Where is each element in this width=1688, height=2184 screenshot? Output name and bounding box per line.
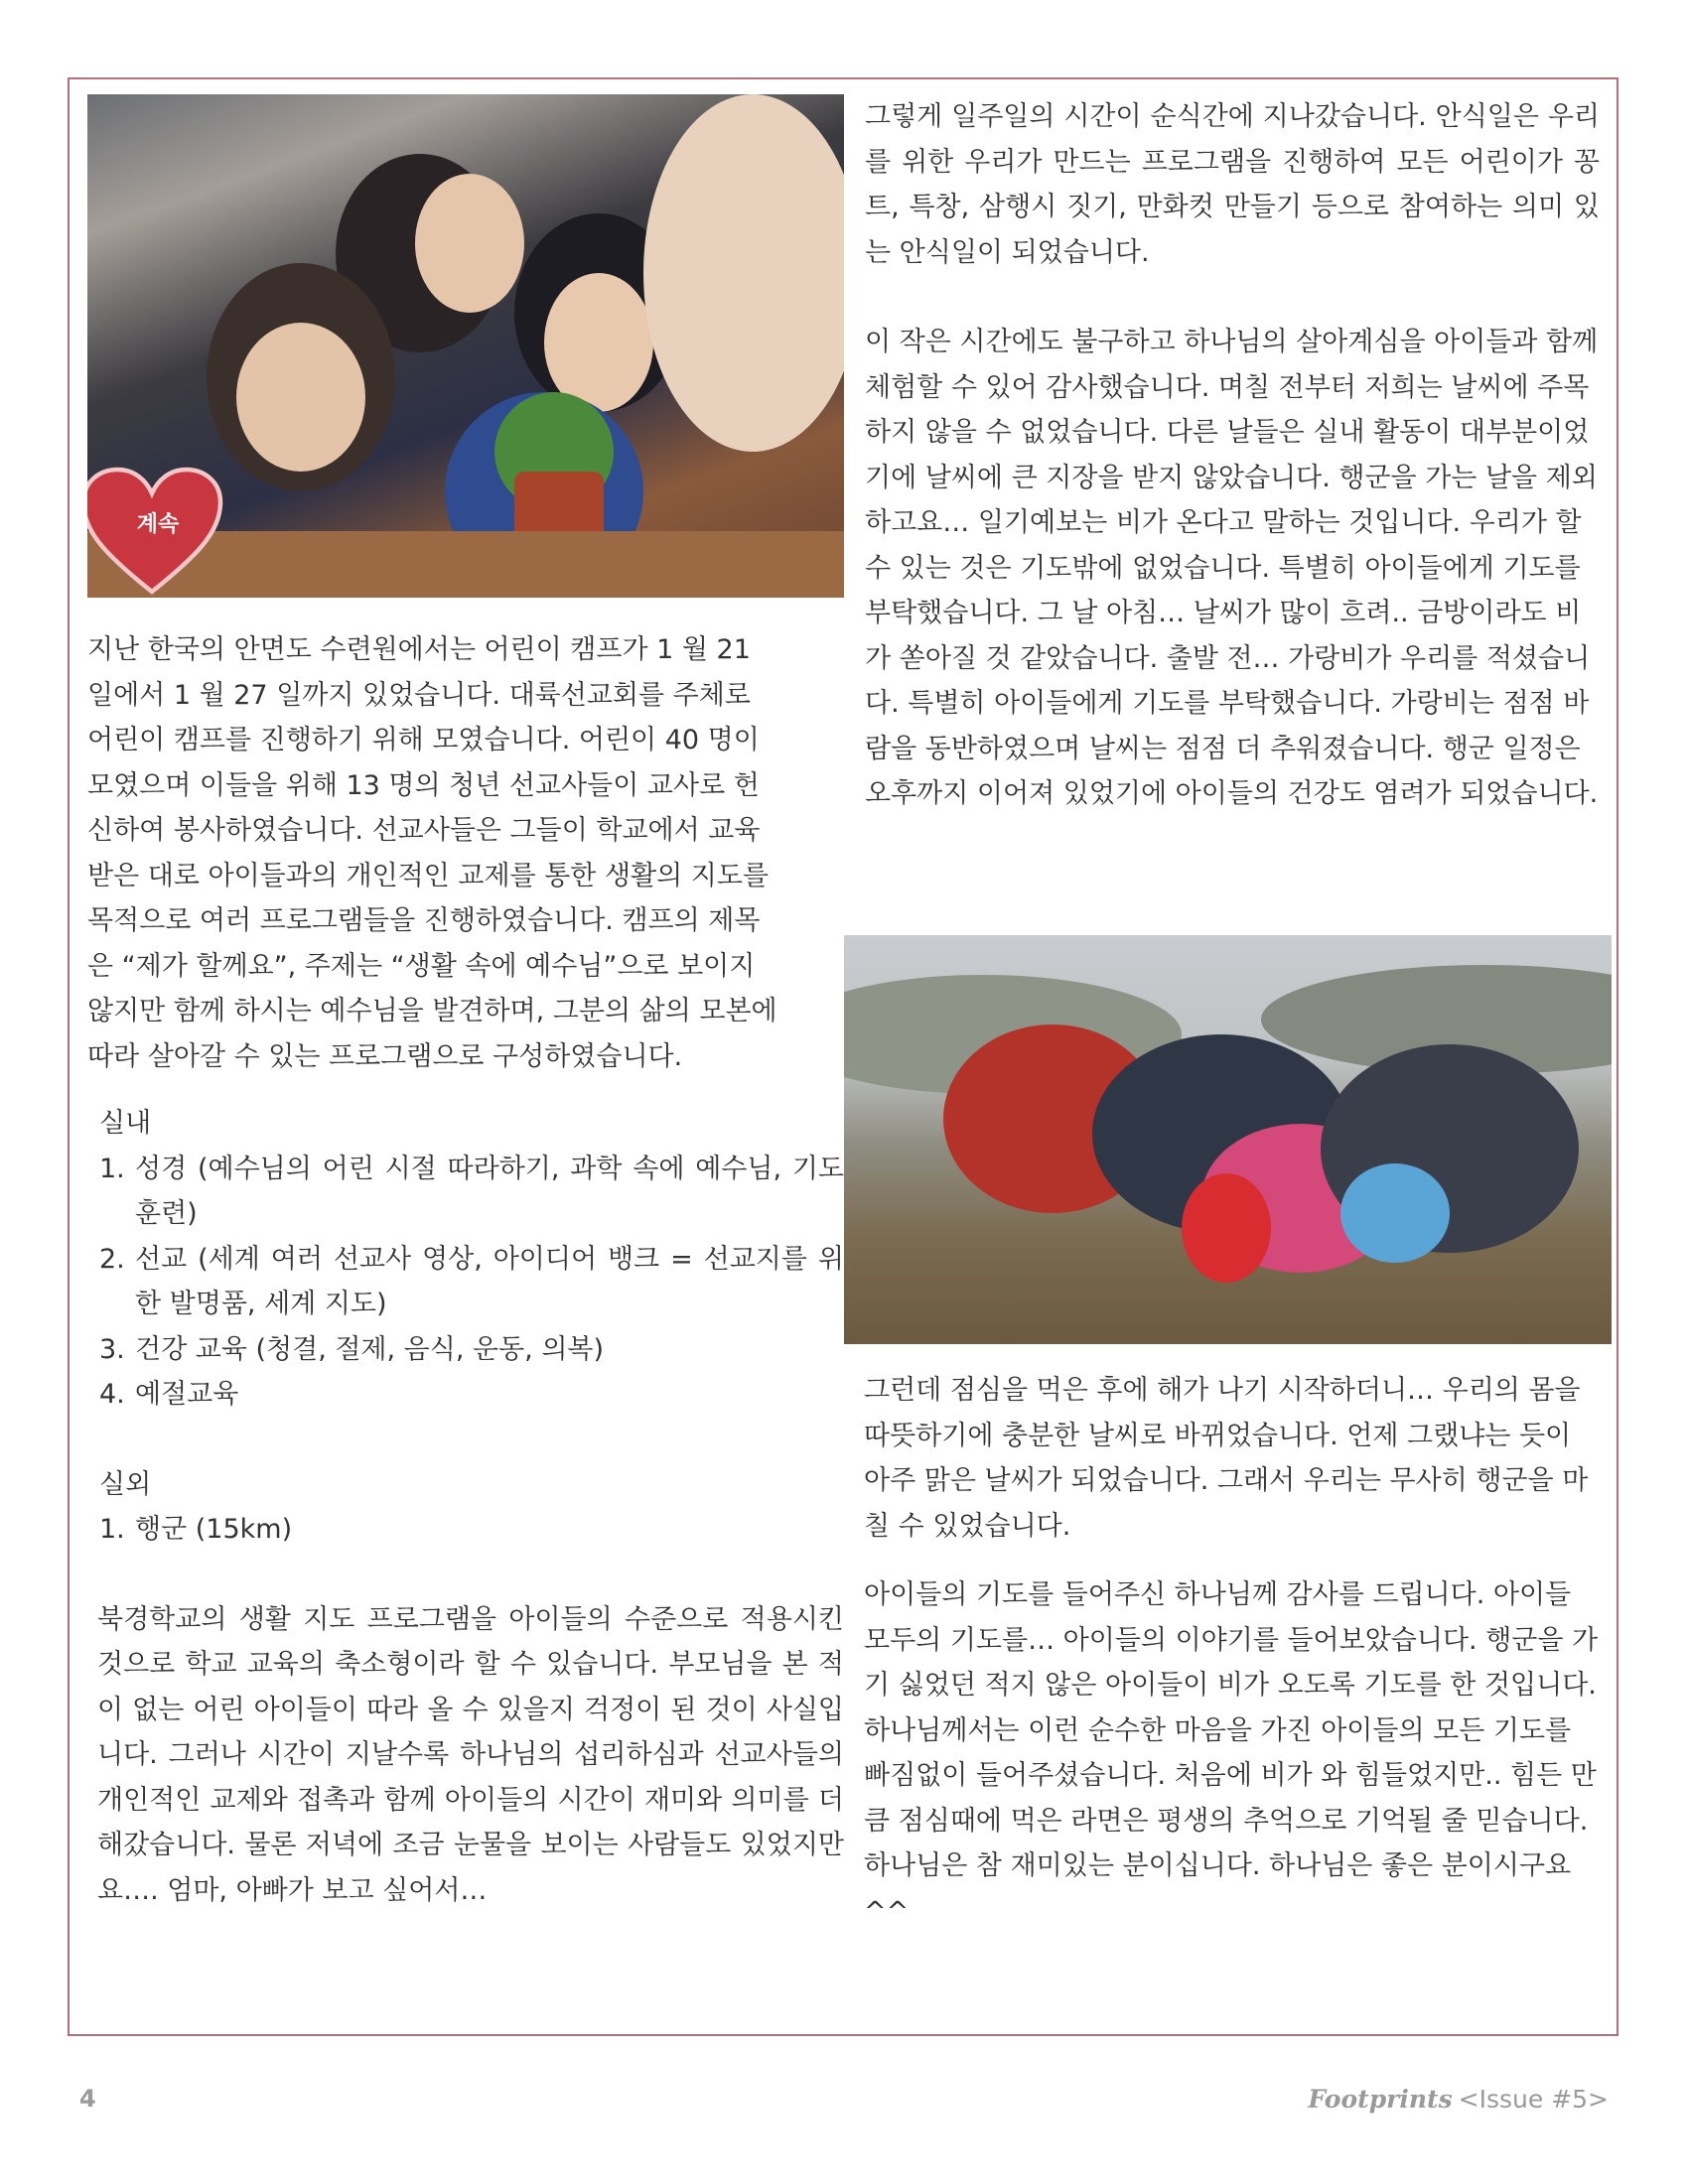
- list-item-text: 선교 (세계 여러 선교사 영상, 아이디어 뱅크 = 선교지를 위한 발명품, 세계 지도): [135, 1243, 844, 1319]
- paragraph-spacer: [864, 1549, 1599, 1572]
- heart-badge: [87, 464, 266, 598]
- photo-figure: [544, 273, 653, 412]
- photo-figure: [415, 174, 524, 313]
- indoor-heading: 실내: [99, 1108, 152, 1139]
- children-with-plant-photo: [87, 94, 844, 598]
- issue-label: <Issue #5>: [1458, 2085, 1609, 2114]
- list-item: [99, 1507, 844, 1553]
- page-number: 4: [79, 2085, 96, 2113]
- left-column: [87, 94, 844, 1913]
- thanks-paragraph: 아이들의 기도를 들어주신 하나님께 감사를 드립니다. 아이들 모두의 기도를… 아이들의 이야기를 들어보았습니다. 행군을 가기 싫었던 적지 않은 아이들이 비가 오도록 기도를 한 것입니다. 하나님께서는 이런 순수한 마음을 가진 아이들의 모든 기도를 빠짐없이 들어주셨습니다. 처음에 비가 와 힘들었지만.. 힘든 만큼 점심때에 먹은 라면은 평생의 추억으로 기억될 줄 믿습니다. 하나님은 참 재미있는 분이십니다. 하나님은 좋은 분이시구요^^: [864, 1579, 1599, 1927]
- list-item-number: 3.: [99, 1333, 125, 1365]
- newsletter-brand: Footprints: [1308, 2085, 1453, 2114]
- weather-paragraph: 이 작은 시간에도 불구하고 하나님의 살아계심을 아이들과 함께 체험할 수 있어 감사했습니다. 며칠 전부터 저희는 날씨에 주목하지 않을 수 없었습니다. 다른 날들은 실내 활동이 대부분이었기에 날씨에 큰 지장을 받지 않았습니다. 행군을 가는 날을 제외하고요… 일기예보는 비가 온다고 말하는 것입니다. 우리가 할 수 있는 것은 기도밖에 없었습니다. 특별히 아이들에게 기도를 부탁했습니다. 그 날 아침… 날씨가 많이 흐려.. 금방이라도 비가 쏟아질 것 같았습니다. 출발 전… 가랑비가 우리를 적셨습니다. 특별히 아이들에게 기도를 부탁했습니다. 가랑비는 점점 바람을 동반하였으며 날씨는 점점 더 추워졌습니다. 행군 일정은 오후까지 이어져 있었기에 아이들의 건강도 염려가 되었습니다.: [865, 327, 1599, 809]
- list-item-number: 1.: [99, 1514, 125, 1545]
- outdoor-list: [99, 1507, 844, 1553]
- list-item-text: 건강 교육 (청결, 절제, 음식, 운동, 의복): [135, 1333, 605, 1365]
- heart-label: 계속: [136, 512, 180, 537]
- section-spacer: [99, 1418, 844, 1462]
- indoor-section: [99, 1101, 844, 1553]
- closing-paragraph: 북경학교의 생활 지도 프로그램을 아이들의 수준으로 적용시킨 것으로 학교 교육의 축소형이라 할 수 있습니다. 부모님을 본 적이 없는 어린 아이들이 따라 올 수 있을지 걱정이 된 것이 사실입니다. 그러나 시간이 지날수록 하나님의 섭리하심과 선교사들의 개인적인 교제와 접촉과 함께 아이들의 시간이 재미와 의미를 더해갔습니다. 물론 저녁에 조금 눈물을 보이는 사람들도 있었지만요…. 엄마, 아빠가 보고 싶어서…: [97, 1603, 844, 1906]
- list-item-text: 행군 (15km): [135, 1514, 293, 1545]
- photo-group: [1182, 1173, 1271, 1283]
- sunshine-paragraph: 그런데 점심을 먹은 후에 해가 나기 시작하더니… 우리의 몸을 따뜻하기에 충분한 날씨로 바뀌었습니다. 언제 그랬냐는 듯이 아주 맑은 날씨가 되었습니다. 그래서 우리는 무사히 행군을 마칠 수 있었습니다.: [864, 1375, 1589, 1542]
- photo-figure: [236, 323, 365, 472]
- indoor-list: [99, 1147, 844, 1418]
- photo-group: [1340, 1163, 1450, 1263]
- paragraph-spacer: [843, 275, 1611, 320]
- right-column: [843, 94, 1611, 817]
- photo-figure: [643, 94, 844, 452]
- list-item: [99, 1327, 844, 1373]
- list-item-number: 1.: [99, 1153, 125, 1184]
- sabbath-paragraph: 그렇게 일주일의 시간이 순식간에 지나갔습니다. 안식일은 우리를 위한 우리가 만드는 프로그램을 진행하여 모든 어린이가 꽁트, 특창, 삼행시 짓기, 만화컷 만들기 등으로 참여하는 의미 있는 안식일이 되었습니다.: [865, 101, 1600, 268]
- outdoor-heading: 실외: [99, 1468, 152, 1500]
- group-photo: [844, 935, 1612, 1344]
- list-item: [99, 1372, 844, 1418]
- list-item-text: 성경 (예수님의 어린 시절 따라하기, 과학 속에 예수님, 기도훈련): [135, 1153, 844, 1229]
- list-item: [99, 1147, 844, 1237]
- list-item: [99, 1237, 844, 1327]
- list-item-number: 2.: [99, 1243, 125, 1275]
- right-column-lower: [864, 1368, 1599, 1934]
- list-item-number: 4.: [99, 1379, 125, 1410]
- footer-issue: [1308, 2085, 1609, 2114]
- intro-paragraph: 지난 한국의 안면도 수련원에서는 어린이 캠프가 1 월 21 일에서 1 월 27 일까지 있었습니다. 대륙선교회를 주체로 어린이 캠프를 진행하기 위해 모였습니다. 어린이 40 명이 모였으며 이들을 위해 13 명의 청년 선교사들이 교사로 헌신하여 봉사하였습니다. 선교사들은 그들이 학교에서 교육 받은 대로 아이들과의 개인적인 교제를 통한 생활의 지도를 목적으로 여러 프로그램들을 진행하였습니다. 캠프의 제목은 “제가 할께요”, 주제는 “생활 속에 예수님”으로 보이지 않지만 함께 하시는 예수님을 발견하며, 그분의 삶의 모본에 따라 살아갈 수 있는 프로그램으로 구성하였습니다.: [87, 634, 777, 1072]
- list-item-text: 예절교육: [135, 1379, 239, 1410]
